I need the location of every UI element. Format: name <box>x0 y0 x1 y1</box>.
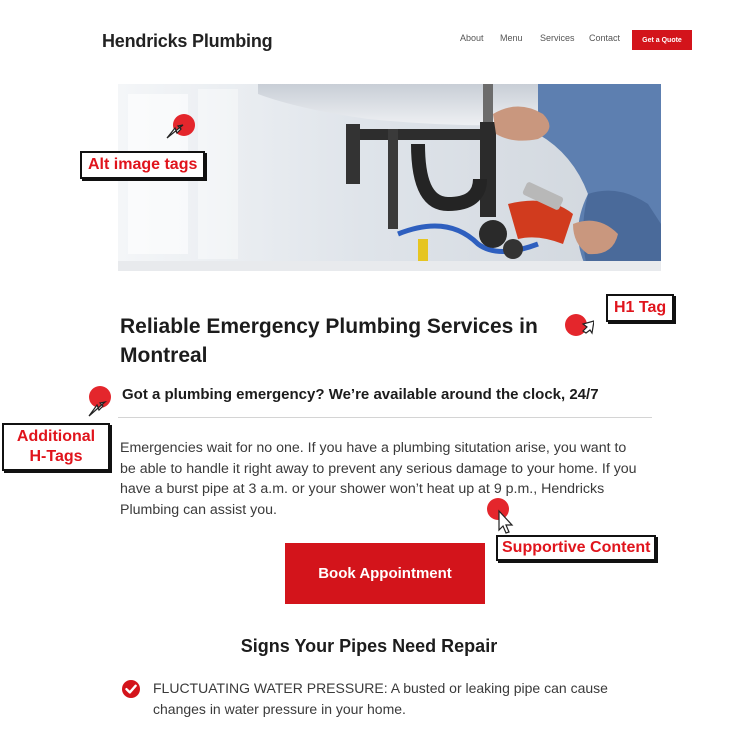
bullet-title: FLUCTUATING WATER PRESSURE: <box>153 680 388 696</box>
pointer-pin-icon <box>564 311 594 341</box>
section-subheading: Got a plumbing emergency? We’re available around the clock, 24/7 <box>122 386 599 403</box>
additional-h-tags-line2: H-Tags <box>29 448 83 465</box>
book-appointment-button[interactable]: Book Appointment <box>285 543 485 604</box>
intro-paragraph: Emergencies wait for no one. If you have a plumbing situtation arise, you want to be able to handle it right away to prevent any serious damage to your home. If you have a burst pipe at 3 a.m. or your shower won’t heat up at 9 p.m., Hendricks Plumbing can assist you. <box>120 440 637 518</box>
additional-h-tags-line1: Additional <box>16 428 96 445</box>
h1-tag-label: H1 Tag <box>606 294 674 322</box>
signs-heading: Signs Your Pipes Need Repair <box>240 636 498 656</box>
nav-contact[interactable]: Contact <box>589 33 621 43</box>
page-title: Reliable Emergency Plumbing Services in Montreal <box>120 315 538 367</box>
divider <box>118 417 652 418</box>
alt-image-tags-label: Alt image tags <box>80 151 205 179</box>
pointer-pin-icon <box>86 386 116 416</box>
additional-h-tags-label <box>2 423 110 471</box>
nav-services[interactable]: Services <box>540 33 575 43</box>
supportive-content-label: Supportive Content <box>496 535 656 561</box>
check-circle-icon <box>122 680 140 698</box>
nav-about[interactable]: About <box>460 33 484 43</box>
nav-menu[interactable]: Menu <box>500 33 523 43</box>
get-quote-button[interactable]: Get a Quote <box>632 30 692 50</box>
bullet-text: A busted or leaking pipe can cause changes in water pressure in your home. <box>153 680 608 717</box>
pointer-pin-icon <box>485 496 515 526</box>
pointer-pin-icon <box>165 112 195 142</box>
site-logo[interactable]: Hendricks Plumbing <box>102 31 273 51</box>
list-item <box>153 678 613 720</box>
